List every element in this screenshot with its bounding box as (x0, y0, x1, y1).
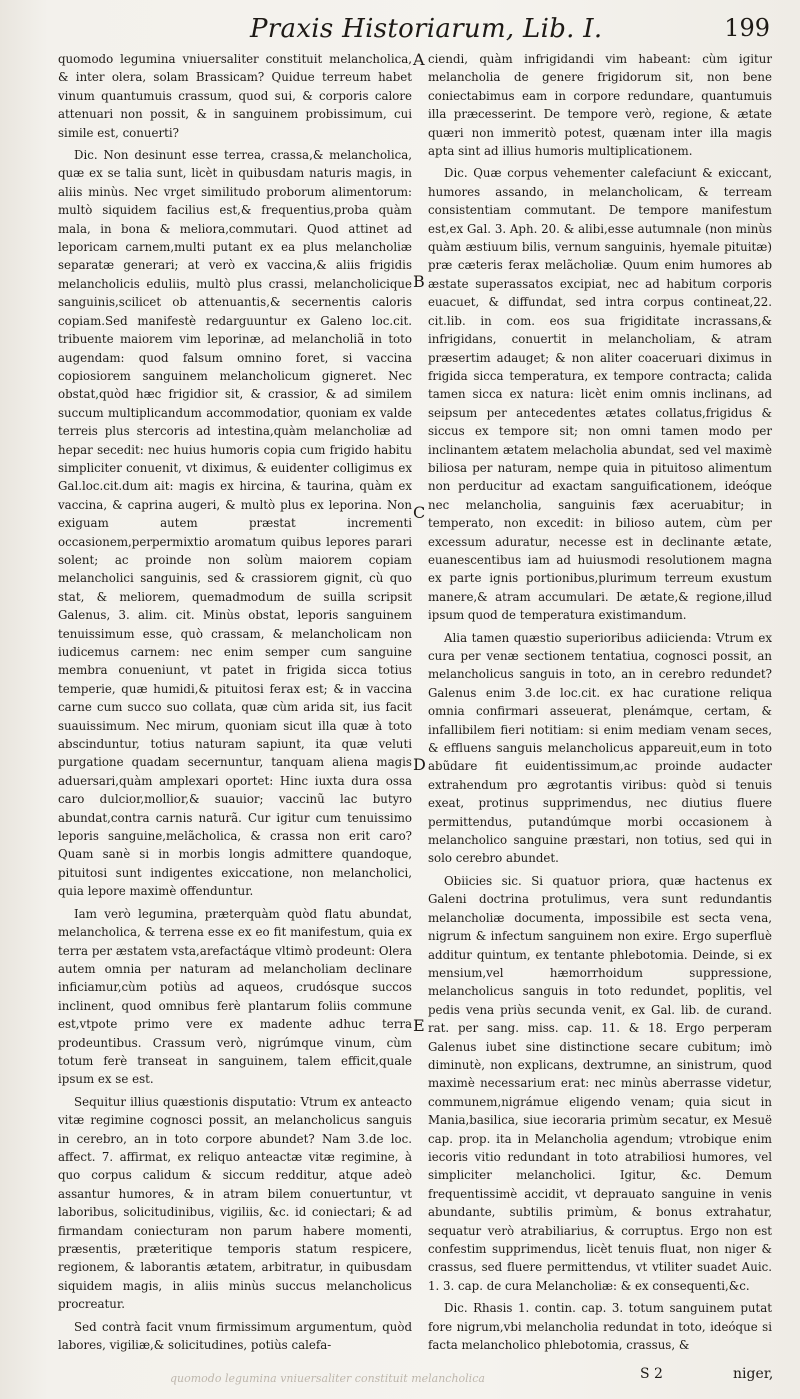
catchword: niger, (733, 1366, 774, 1382)
show-through-text: quomodo legumina vniuersaliter constituit melancholica (170, 1372, 485, 1385)
margin-letter-d: D (413, 755, 426, 774)
paragraph: Dic. Quæ corpus vehementer calefaciunt & exiccant, humores assando, in melancholicam, & terream consistentiam commutant. De tempore manifestum est,ex Gal. 3. Aph. 20. & alibi,esse autumnale (non minùs quàm æstiuum bilis, vernum sanguinis, hyemale pituitæ) præ cæteris ferax melãcholiæ. Quum enim humores ab æstate superassatos excipiat, nec ad habitum corporis euacuet, & diffundat, sed intra corpus contineat,22. cit.lib. in com. eos sua frigiditate incrassans,& infrigidans, conuertit in melancholiam, & atram præsertim adauget; & non aliter coaceruari diximus in frigida sicca temperatura, ex tempore contracta; calida tamen sicca ex natura: licèt enim omnis inclinans, ad seipsum per antecedentes ætates collatus,frigidus & siccus ex tempore sit; non omni tamen modo per inclinantem ætatem melacholia abundat, sed vel maximè biliosa per naturam, nempe quia in pituitoso alimentum non perducitur ad exactam sanguificationem, ideóque nec melancholia, sanguinis fæx aceruabitur; in temperato, non excedit: in bilioso autem, cùm per excessum aduratur, necesse est in declinante ætate, euanescentibus iam ad huiusmodi resolutionem magna ex parte ignis portionibus,plurimum terreum exustum manere,& atram accumulari. De ætate,& regione,illud ipsum quod de temperatura existimandum. (428, 166, 772, 623)
paragraph: Sed contrà facit vnum firmissimum argumentum, quòd labores, vigiliæ,& solicitudines, potiùs calefa- (58, 1319, 412, 1353)
paragraph: Dic. Non desinunt esse terrea, crassa,& melancholica, quæ ex se talia sunt, licèt in quibusdam naturis magis, in aliis minùs. Nec vrget similitudo proborum alimentorum: multò siquidem facilius est,& frequentius,proba quàm mala, in bona & meliora,commutari. Quod attinet ad leporicam carnem,multi putant ex ea plus melancholiæ separatæ generari; at verò ex vaccina,& aliis frigidis melancholicis eduliis, multò plus crassi, melancholicique sanguinis,scilicet ob attenuantis,& secernentis caloris copiam.Sed manifestè redarguuntur ex Galeno loc.cit. tribuente maiorem vim leporinæ, ad melancholiã in toto augendam: quod falsum omnino foret, si vaccina copiosiorem sanguinem melancholicum gigneret. Nec obstat,quòd hæc frigidior sit, & crassior, & ad similem succum multiplicandum accommodatior, quoniam ex valde terreis plus stercoris ad intestina,quàm melancholiæ ad hepar secedit: nec huius humoris copia cum frigido habitu simpliciter conuenit, vt diximus, & euidenter colligimus ex Gal.loc.cit.dum ait: magis ex hircina, & taurina, quàm ex vaccina, & caprina augeri, & multò plus ex leporina. Non exiguam autem præstat incrementi occasionem,perpermixtio aromatum quibus lepores parari solent; ac proinde non solùm maiorem copiam melancholici sanguinis, sed & crassiorem gignit, cù quo stat, & meliorem, quemadmodum de suilla scripsit Galenus, 3. alim. cit. Minùs obstat, leporis sanguinem tenuissimum esse, quò crassam, & melancholicam non iudicemus carnem: nec enim semper cum sanguine membra conueniunt, vt patet in frigida sicca totius temperie, quæ humidi,& pituitosi ferax est; & in vaccina carne cum succo suo collata, quæ cùm arida sit, ius facit suauissimum. Nec mirum, quoniam sicut illa quæ à toto abscinduntur, totius naturam sapiunt, ita quæ veluti purgatione quadam secernuntur, tanquam aliena magis aduersari,quàm amplexari oportet: Hinc iuxta dura ossa caro dulcior,mollior,& suauior; vaccinũ lac butyro abundat,contra carnis naturã. Cur igitur cum tenuissimo leporis sanguine,melãcholica, & crassa non erit caro?Quam sanè si in morbis longis admittere quandoque, pituitosi sunt indigentes exiccatione, non melancholici, quia lepore maximè offenduntur. (58, 148, 412, 899)
margin-section-letters (413, 0, 427, 1399)
paragraph: ciendi, quàm infrigidandi vim habeant: cùm igitur melancholia de genere frigidorum sit, non bene coniectabimus eam in corpore redundare, quantumuis illa præcesserint. De tempore verò, regione, & ætate quæri non immeritò potest, quænam inter illa magis apta sint ad illius humoris multiplicationem. (428, 52, 772, 159)
paragraph: Dic. Rhasis 1. contin. cap. 3. totum sanguinem putat fore nigrum,vbi melancholia redundat in toto, ideóque si facta melancholico phlebotomia, crassus, & (428, 1301, 772, 1353)
margin-letter-a: A (413, 50, 425, 69)
left-column (58, 50, 412, 1358)
paragraph: Obiicies sic. Si quatuor priora, quæ hactenus ex Galeni doctrina protulimus, vera sunt redundantis melancholiæ documenta, impossibile est secta vena, nigrum & infectum sanguinem non exire. Ergo superfluè additur quintum, ex tentante phlebotomia. Deinde, si ex mensium,vel hæmorrhoidum suppressione, melancholicus sanguis in toto redundet, poplitis, vel pedis vena priùs secunda venit, ex Gal. lib. de curand. rat. per sang. miss. cap. 11. & 18. Ergo perperam Galenus iubet sine distinctione secare cubitum; imò diminutè, non explicans, dextrumne, an sinistrum, quod maximè necessarium erat: nec minùs aberrasse videtur, communem,nigrámue eligendo venam; quia sicut in Mania,basilica, siue iecoraria primùm secatur, ex Mesuë cap. prop. ita in Melancholia agendum; vtrobique enim iecoris vitio redundant in toto atrabiliosi humores, vel simpliciter melancholici. Igitur, &c. Demum frequentissimè accidit, vt deprauato sanguine in venis abundante, subtilis primùm, & bonus extrahatur, sequatur verò atrabiliarius, & corruptus. Ergo non est confestim supprimendus, licèt tenuis fluat, non niger & crassus, sed fluere permittendus, vt vtiliter suadet Auic. 1. 3. cap. de cura Melancholiæ: & ex consequenti,&c. (428, 873, 772, 1293)
paragraph: Sequitur illius quæstionis disputatio: Vtrum ex anteacto vitæ regimine cognosci possit, an melancholicus sanguis in cerebro, an in toto corpore abundet? Nam 3.de loc. affect. 7. affirmat, ex reliquo anteactæ vitæ regimine, à quo corpus calidum & siccum redditur, atque adeò assantur humores, & in atram bilem conuertuntur, vt laboribus, solicitudinibus, vigiliis, &c. id coniectari; & ad firmandam coniecturam non parum habere momenti, præsentis, præteritique temporis statum respicere, regionem, & laborantis ætatem, arbitratur, in quibusdam siquidem magis, in aliis minùs succus melancholicus procreatur. (58, 1094, 412, 1312)
signature-mark: S 2 (640, 1366, 663, 1382)
page-header (0, 14, 800, 48)
paragraph: Iam verò legumina, præterquàm quòd flatu abundat, melancholica, & terrena esse ex eo fit manifestum, quia ex terra per æstatem vsta,arefactáque vltimò prodeunt: Olera autem omnia per naturam ad melancholiam declinare inficiamur,cùm potiùs ad aqueos, crudósque succos inclinent, quod omnibus ferè plantarum foliis commune est,vtpote primo vere ex madente adhuc terra prodeuntibus. Crassum verò, nigrúmque vinum, cùm totum ferè transeat in sanguinem, talem efficit,quale ipsum ex se est. (58, 906, 412, 1087)
right-column (428, 50, 772, 1358)
page-number: 199 (724, 14, 770, 42)
margin-letter-e: E (413, 1016, 425, 1035)
margin-letter-b: B (413, 272, 425, 291)
running-title: Praxis Historiarum, Lib. I. (250, 14, 603, 44)
margin-letter-c: C (413, 503, 426, 522)
paragraph: quomodo legumina vniuersaliter constituit melancholica, & inter olera, solam Brassicam? Quidue terreum habet vinum quantumuis crassum, quod sui, & corporis calore attenuari non possit, & in sanguinem probissimum, cui simile est, conuerti? (58, 52, 412, 140)
paragraph: Alia tamen quæstio superioribus adiicienda: Vtrum ex cura per venæ sectionem tentatiua, cognosci possit, an melancholicus sanguis in toto, an in cerebro redundet? Galenus enim 3.de loc.cit. ex hac curatione reliqua omnia confirmari asseuerat, plenámque, certam, & infallibilem fieri notitiam: si enim mediam venam seces, & effluens sanguis melancholicus appareuit,eum in toto abũdare fit euidentissimum,ac proinde audacter extrahendum pro ægrotantis viribus: quòd si tenuis exeat, protinus supprimendus, nec diutius fluere permittendus, putandúmque morbi occasionem à melancholico sanguine præstari, non totius, sed qui in solo cerebro abundet. (428, 630, 772, 866)
